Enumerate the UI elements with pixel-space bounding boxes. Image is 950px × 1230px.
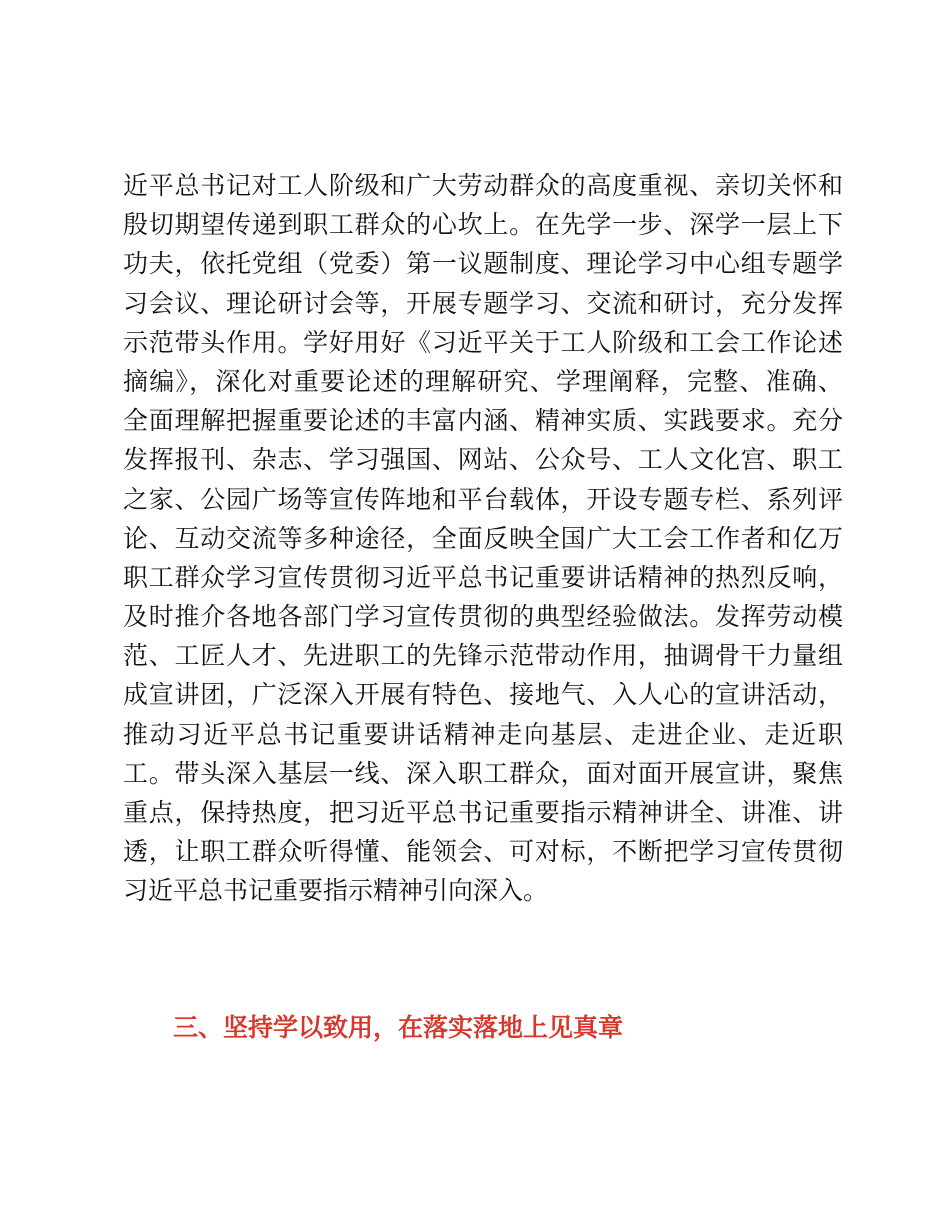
paragraph-line: 之家、公园广场等宣传阵地和平台载体，开设专题专栏、系列评: [123, 484, 843, 514]
paragraph-line: 全面理解把握重要论述的丰富内涵、精神实质、实践要求。充分: [123, 406, 843, 436]
paragraph-line: 发挥报刊、杂志、学习强国、网站、公众号、工人文化宫、职工: [123, 445, 843, 475]
paragraph-line: 透，让职工群众听得懂、能领会、可对标，不断把学习宣传贯彻: [123, 837, 843, 867]
body-paragraph: [123, 166, 843, 911]
paragraph-line: 习会议、理论研讨会等，开展专题学习、交流和研讨，充分发挥: [123, 288, 843, 318]
section-heading: 三、坚持学以致用，在落实落地上见真章: [173, 1013, 624, 1042]
paragraph-line: 推动习近平总书记重要讲话精神走向基层、走进企业、走近职: [123, 719, 843, 749]
paragraph-line: 功夫，依托党组（党委）第一议题制度、理论学习中心组专题学: [123, 249, 843, 279]
paragraph-line: 摘编》，深化对重要论述的理解研究、学理阐释，完整、准确、: [123, 366, 843, 396]
paragraph-line: 近平总书记对工人阶级和广大劳动群众的高度重视、亲切关怀和: [123, 171, 843, 200]
paragraph-line: 重点，保持热度，把习近平总书记重要指示精神讲全、讲准、讲: [123, 798, 843, 827]
paragraph-line: 及时推介各地各部门学习宣传贯彻的典型经验做法。发挥劳动模: [123, 602, 843, 632]
paragraph-line: 习近平总书记重要指示精神引向深入。: [123, 876, 549, 906]
paragraph-line: 工。带头深入基层一线、深入职工群众，面对面开展宣讲，聚焦: [123, 758, 843, 788]
paragraph-line: 论、互动交流等多种途径，全面反映全国广大工会工作者和亿万: [123, 523, 843, 553]
paragraph-line: 成宣讲团，广泛深入开展有特色、接地气、入人心的宣讲活动，: [123, 680, 843, 710]
paragraph-line: 职工群众学习宣传贯彻习近平总书记重要讲话精神的热烈反响，: [123, 562, 843, 592]
paragraph-line: 范、工匠人才、先进职工的先锋示范带动作用，抽调骨干力量组: [123, 641, 843, 671]
paragraph-line: 示范带头作用。学好用好《习近平关于工人阶级和工会工作论述: [123, 327, 843, 357]
paragraph-line: 殷切期望传递到职工群众的心坎上。在先学一步、深学一层上下: [123, 210, 843, 240]
